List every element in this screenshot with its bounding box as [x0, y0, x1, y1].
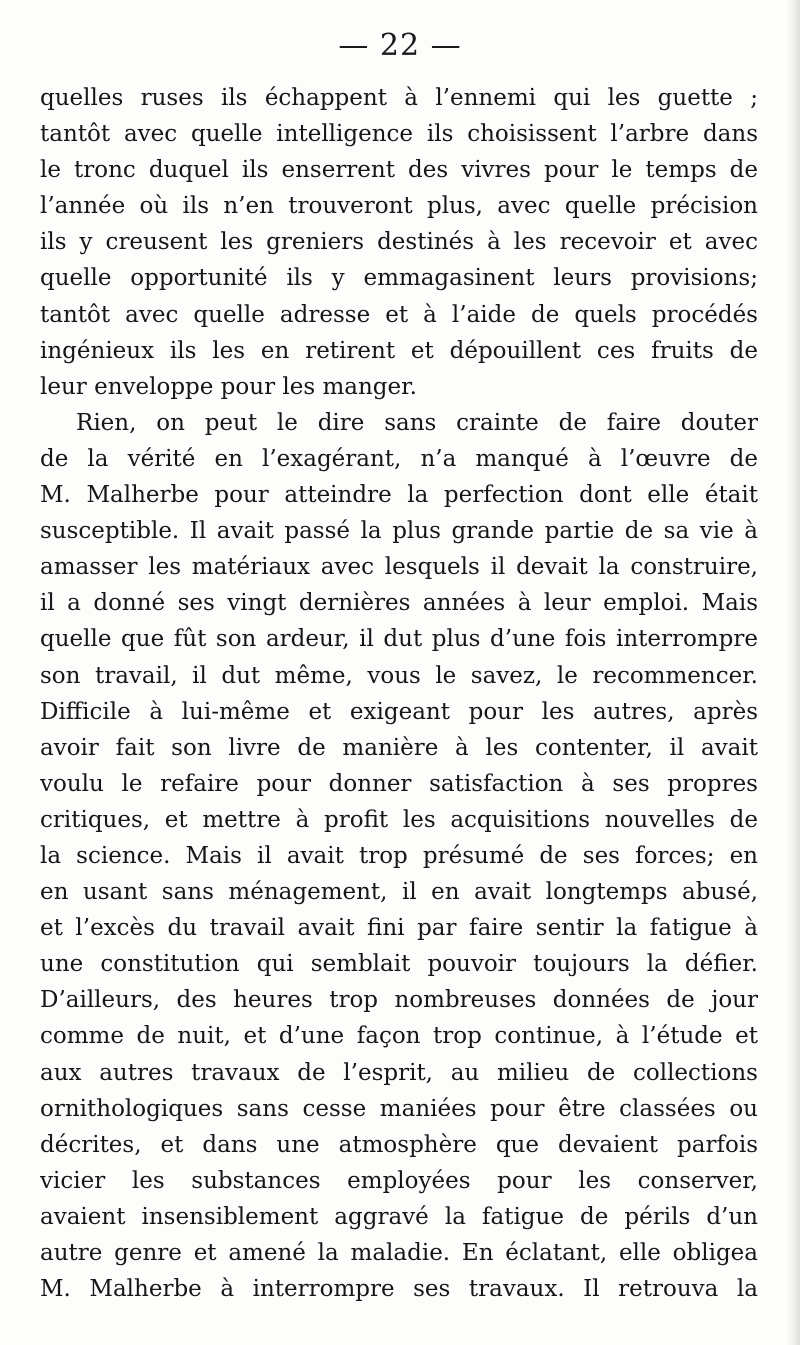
- text-line: une constitution qui semblait pouvoir toujours la défier.: [40, 951, 758, 978]
- text-line: susceptible. Il avait passé la plus grande partie de sa vie à: [40, 518, 758, 545]
- text-line: critiques, et mettre à profit les acquisitions nouvelles de: [40, 806, 758, 833]
- text-line: tantôt avec quelle adresse et à l’aide de quels procédés: [40, 301, 758, 328]
- text-line: ornithologiques sans cesse maniées pour être classées ou: [40, 1095, 758, 1122]
- text-line: comme de nuit, et d’une façon trop continue, à l’étude et: [40, 1023, 758, 1050]
- text-line: tantôt avec quelle intelligence ils choisissent l’arbre dans: [40, 121, 758, 148]
- text-line: en usant sans ménagement, il en avait longtemps abusé,: [40, 879, 758, 906]
- text-line: ils y creusent les greniers destinés à les recevoir et avec: [40, 229, 758, 256]
- text-line: ingénieux ils les en retirent et dépouillent ces fruits de: [40, 337, 758, 364]
- body-text: [40, 80, 758, 1307]
- text-line: D’ailleurs, des heures trop nombreuses données de jour: [40, 987, 758, 1014]
- text-line: amasser les matériaux avec lesquels il devait la construire,: [40, 554, 758, 581]
- text-line: M. Malherbe pour atteindre la perfection dont elle était: [40, 482, 758, 509]
- text-line: quelle que fût son ardeur, il dut plus d’une fois interrompre: [40, 626, 758, 653]
- text-line: vicier les substances employées pour les conserver,: [40, 1167, 758, 1194]
- text-line: leur enveloppe pour les manger.: [40, 373, 417, 400]
- page-edge-shadow: [786, 0, 800, 1345]
- text-line: avaient insensiblement aggravé la fatigue de périls d’un: [40, 1203, 758, 1230]
- text-line: Difficile à lui-même et exigeant pour les autres, après: [40, 698, 758, 725]
- text-line: il a donné ses vingt dernières années à leur emploi. Mais: [40, 590, 758, 617]
- text-line: aux autres travaux de l’esprit, au milieu de collections: [40, 1059, 758, 1086]
- text-line: Rien, on peut le dire sans crainte de faire douter: [76, 409, 758, 436]
- text-line: le tronc duquel ils enserrent des vivres pour le temps de: [40, 157, 758, 184]
- page-number: — 22 —: [338, 28, 462, 63]
- text-line: quelles ruses ils échappent à l’ennemi qui les guette ;: [40, 85, 758, 111]
- text-line: M. Malherbe à interrompre ses travaux. Il retrouva la: [40, 1276, 758, 1303]
- text-line: voulu le refaire pour donner satisfaction à ses propres: [40, 770, 758, 797]
- text-line: quelle opportunité ils y emmagasinent leurs provisions;: [40, 265, 758, 292]
- text-line: son travail, il dut même, vous le savez, le recommencer.: [40, 662, 758, 689]
- text-line: décrites, et dans une atmosphère que devaient parfois: [40, 1131, 758, 1158]
- text-line: et l’excès du travail avait fini par faire sentir la fatigue à: [40, 915, 758, 942]
- text-line: de la vérité en l’exagérant, n’a manqué à l’œuvre de: [40, 445, 758, 472]
- text-line: avoir fait son livre de manière à les contenter, il avait: [40, 734, 758, 761]
- text-line: autre genre et amené la maladie. En éclatant, elle obligea: [40, 1240, 758, 1266]
- text-line: la science. Mais il avait trop présumé de ses forces; en: [40, 842, 758, 869]
- text-line: l’année où ils n’en trouveront plus, avec quelle précision: [40, 193, 758, 220]
